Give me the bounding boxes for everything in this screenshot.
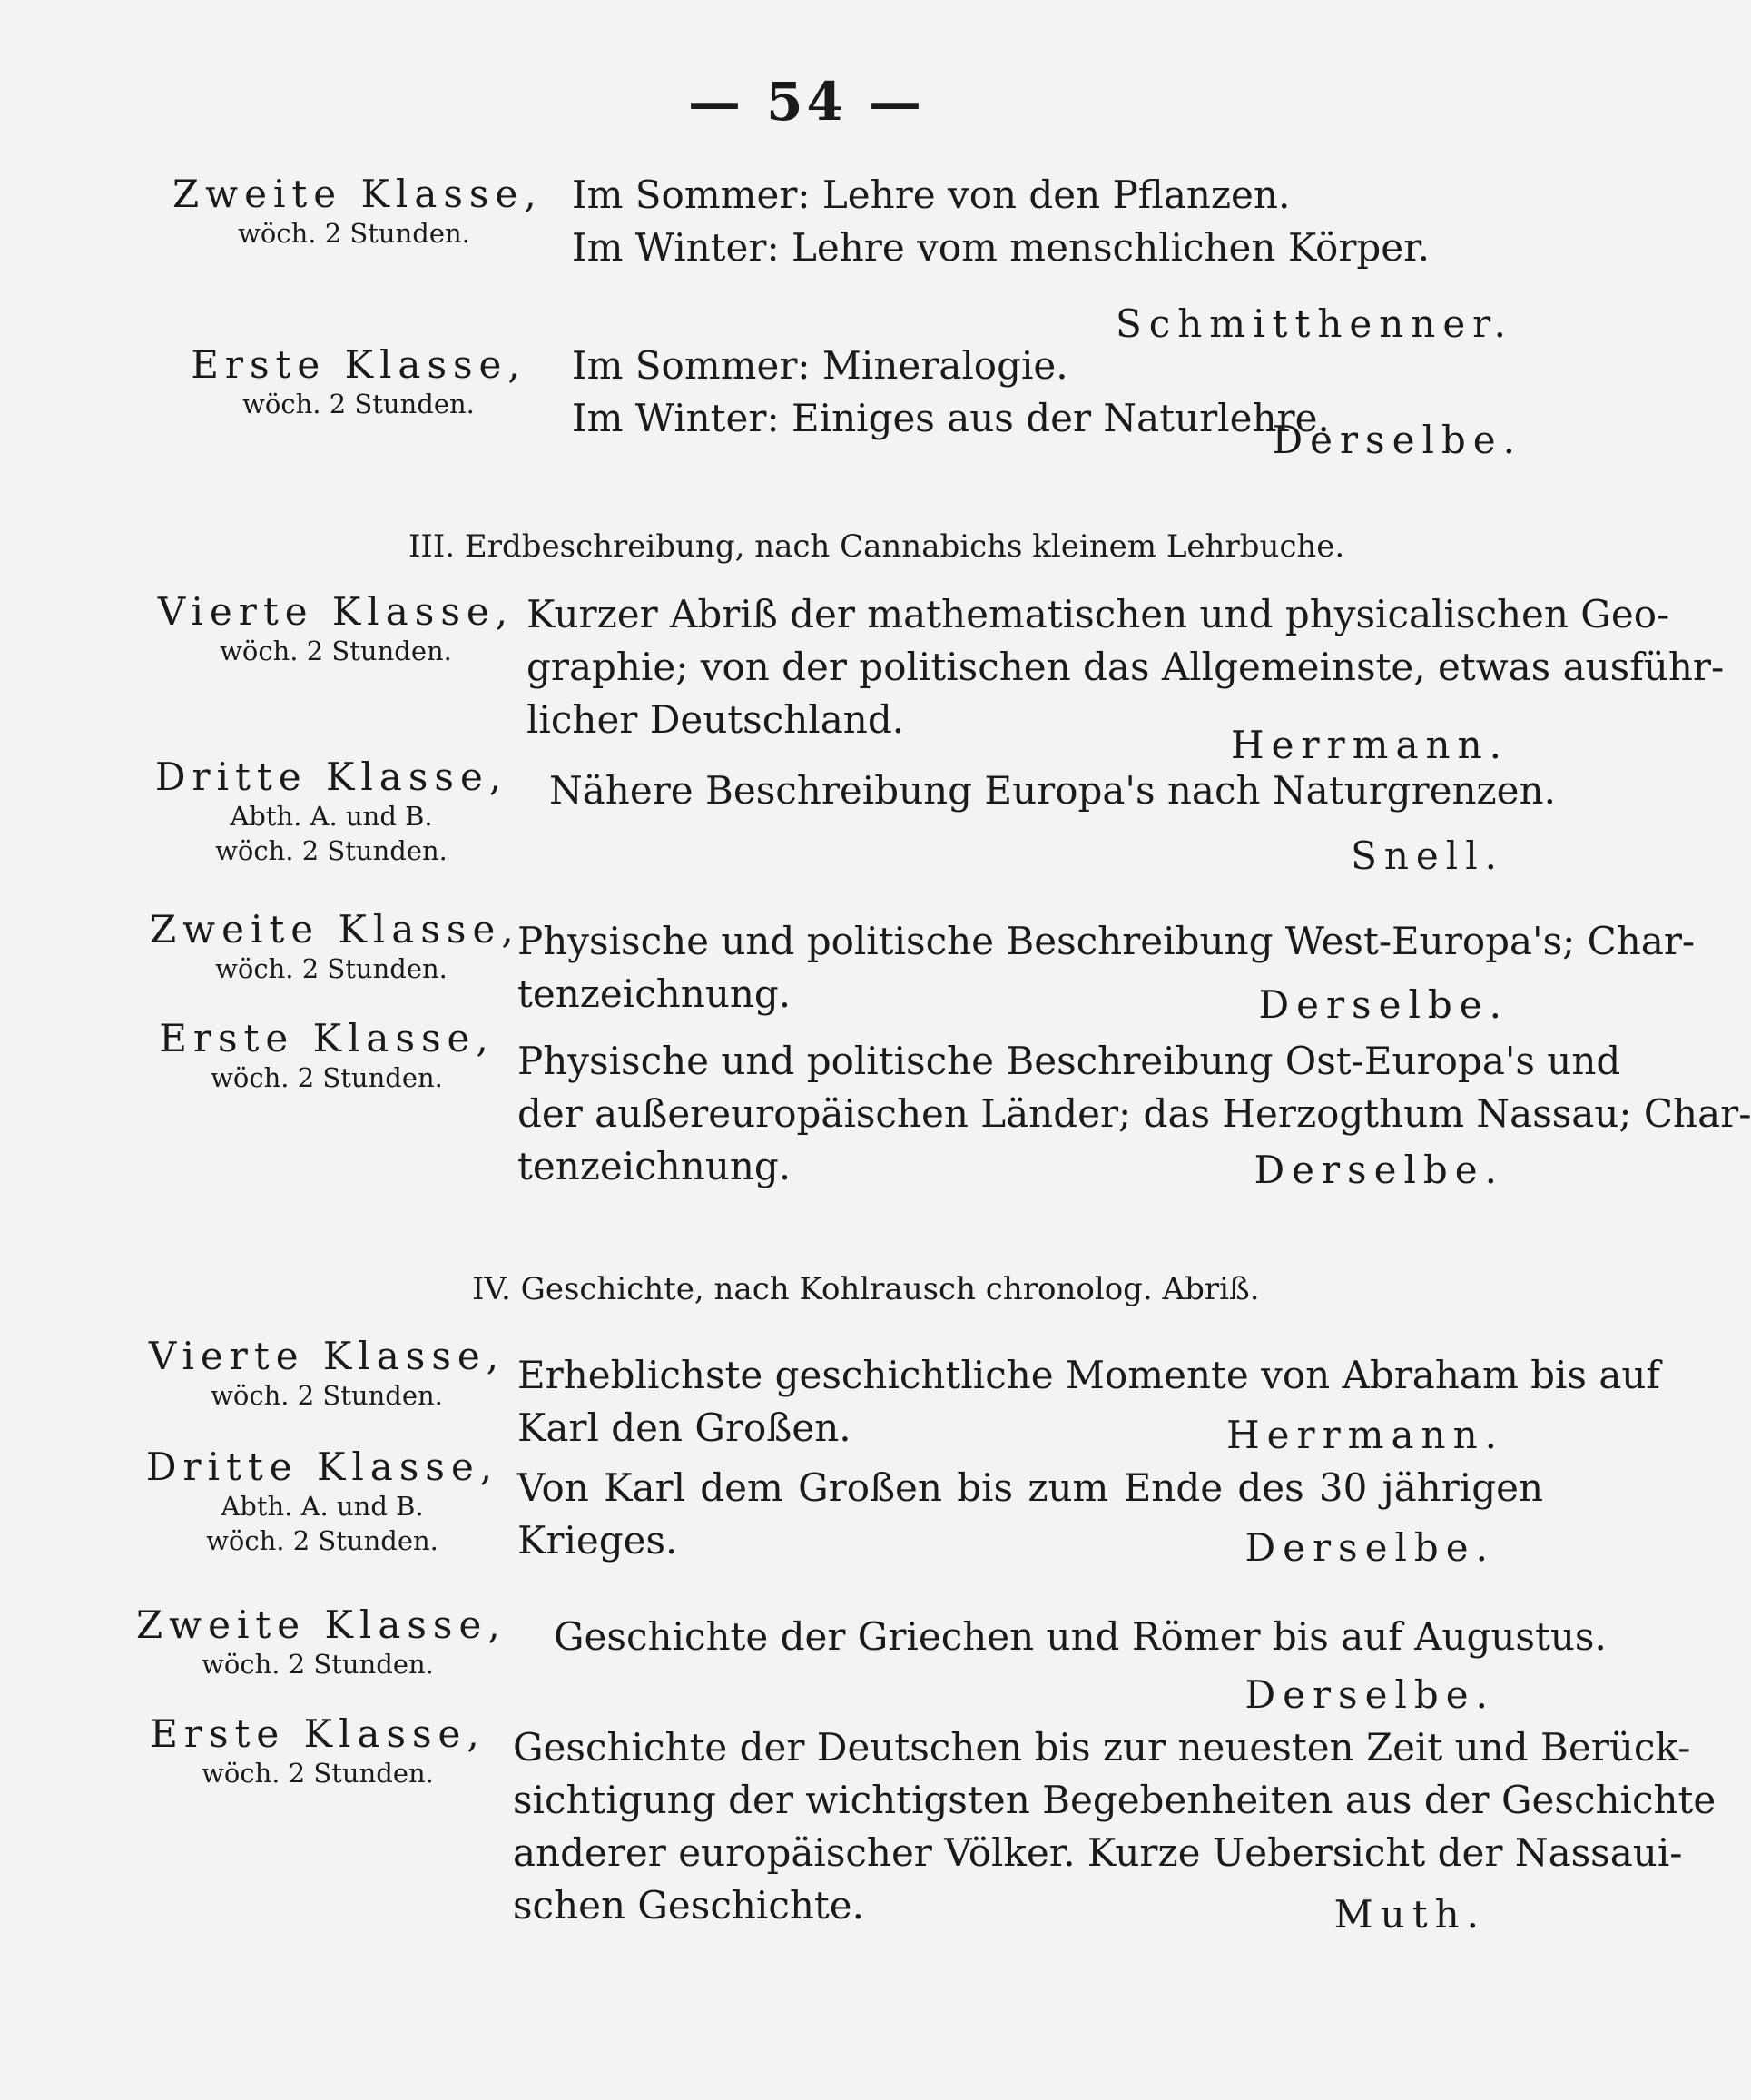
course-description [554,1611,1607,1663]
class-name: Zweite Klasse, [136,1602,507,1647]
description-line: graphie; von der politischen das Allgemeinste, etwas ausführ- [526,645,1725,689]
class-name: Vierte Klasse, [148,1334,506,1378]
description-line: schen Geschichte. [513,1883,865,1927]
class-label-block [136,1712,499,1790]
class-name: Zweite Klasse, [150,907,520,951]
teacher-name: Schmitthenner. [1115,301,1513,346]
description-line: licher Deutschland. [526,697,905,742]
description-line: Krieges. [517,1518,678,1563]
description-line: Physische und politische Beschreibung West-Europa's; Char- [517,919,1696,963]
weekly-hours: wöch. 2 Stunden. [215,835,448,866]
section-heading: III. Erdbeschreibung, nach Cannabichs kleinem Lehrbuche. [408,528,1345,565]
class-name: Dritte Klasse, [154,754,508,799]
teacher-name: Derselbe. [1254,1148,1504,1192]
description-line: tenzeichnung. [517,971,792,1016]
class-label-block [136,1445,508,1558]
teacher-name: Derselbe. [1244,1672,1495,1717]
weekly-hours: wöch. 2 Stunden. [206,1525,438,1556]
teacher-name: Herrmann. [1231,723,1509,767]
description-line: Karl den Großen. [517,1405,851,1450]
class-label-block [182,343,536,421]
description-line: Physische und politische Beschreibung Ost-Europa's und [517,1039,1621,1083]
description-line: Kurzer Abriß der mathematischen und physicalischen Geo- [526,592,1670,636]
class-name: Dritte Klasse, [145,1444,499,1489]
description-line: Nähere Beschreibung Europa's nach Naturgrenzen. [549,768,1556,813]
class-name: Erste Klasse, [191,342,526,387]
description-line: Von Karl dem Großen bis zum Ende des 30 jährigen [517,1465,1543,1510]
weekly-hours: wöch. 2 Stunden. [215,953,448,984]
description-line: Geschichte der Griechen und Römer bis auf Augustus. [554,1614,1607,1659]
class-label-block [150,907,520,986]
section-heading: IV. Geschichte, nach Kohlrausch chronolog. Abriß. [472,1271,1260,1307]
class-label-block [145,1017,508,1095]
class-label-block [145,1335,508,1413]
teacher-name: Snell. [1351,833,1504,878]
division-label: Abth. A. und B. [230,801,433,832]
course-description [549,764,1556,817]
page-number: — 54 — [687,71,926,133]
teacher-name: Herrmann. [1226,1413,1504,1457]
weekly-hours: wöch. 2 Stunden. [202,1758,434,1789]
description-line: Im Winter: Einiges aus der Naturlehre. [572,396,1330,440]
class-label-block [145,755,517,868]
weekly-hours: wöch. 2 Stunden. [202,1649,434,1680]
teacher-name: Derselbe. [1244,1525,1495,1570]
weekly-hours: wöch. 2 Stunden. [211,1380,443,1411]
class-label-block [136,1602,507,1681]
description-line: Im Sommer: Mineralogie. [572,343,1068,388]
weekly-hours: wöch. 2 Stunden. [242,389,475,419]
teacher-name: Muth. [1333,1892,1486,1937]
class-name: Erste Klasse, [159,1016,495,1060]
description-line: anderer europäischer Völker. Kurze Uebersicht der Nassaui- [513,1830,1683,1875]
weekly-hours: wöch. 2 Stunden. [238,218,470,249]
class-label-block [172,172,543,251]
class-name: Vierte Klasse, [157,589,515,634]
description-line: der außereuropäischen Länder; das Herzogthum Nassau; Char- [517,1091,1751,1136]
description-line: Geschichte der Deutschen bis zur neuesten Zeit und Berück- [513,1725,1691,1770]
weekly-hours: wöch. 2 Stunden. [211,1062,443,1093]
description-line: tenzeichnung. [517,1144,792,1188]
weekly-hours: wöch. 2 Stunden. [220,636,452,666]
teacher-name: Derselbe. [1272,418,1522,462]
description-line: Erheblichste geschichtliche Momente von Abraham bis auf [517,1353,1660,1397]
teacher-name: Derselbe. [1258,982,1509,1027]
description-line: Im Sommer: Lehre von den Pflanzen. [572,173,1291,217]
class-name: Erste Klasse, [150,1711,486,1756]
class-label-block [154,590,517,668]
class-name: Zweite Klasse, [172,172,543,216]
description-line: Im Winter: Lehre vom menschlichen Körper. [572,225,1430,270]
description-line: sichtigung der wichtigsten Begebenheiten aus der Geschichte [513,1778,1717,1822]
course-description [572,169,1525,274]
division-label: Abth. A. und B. [221,1491,424,1522]
